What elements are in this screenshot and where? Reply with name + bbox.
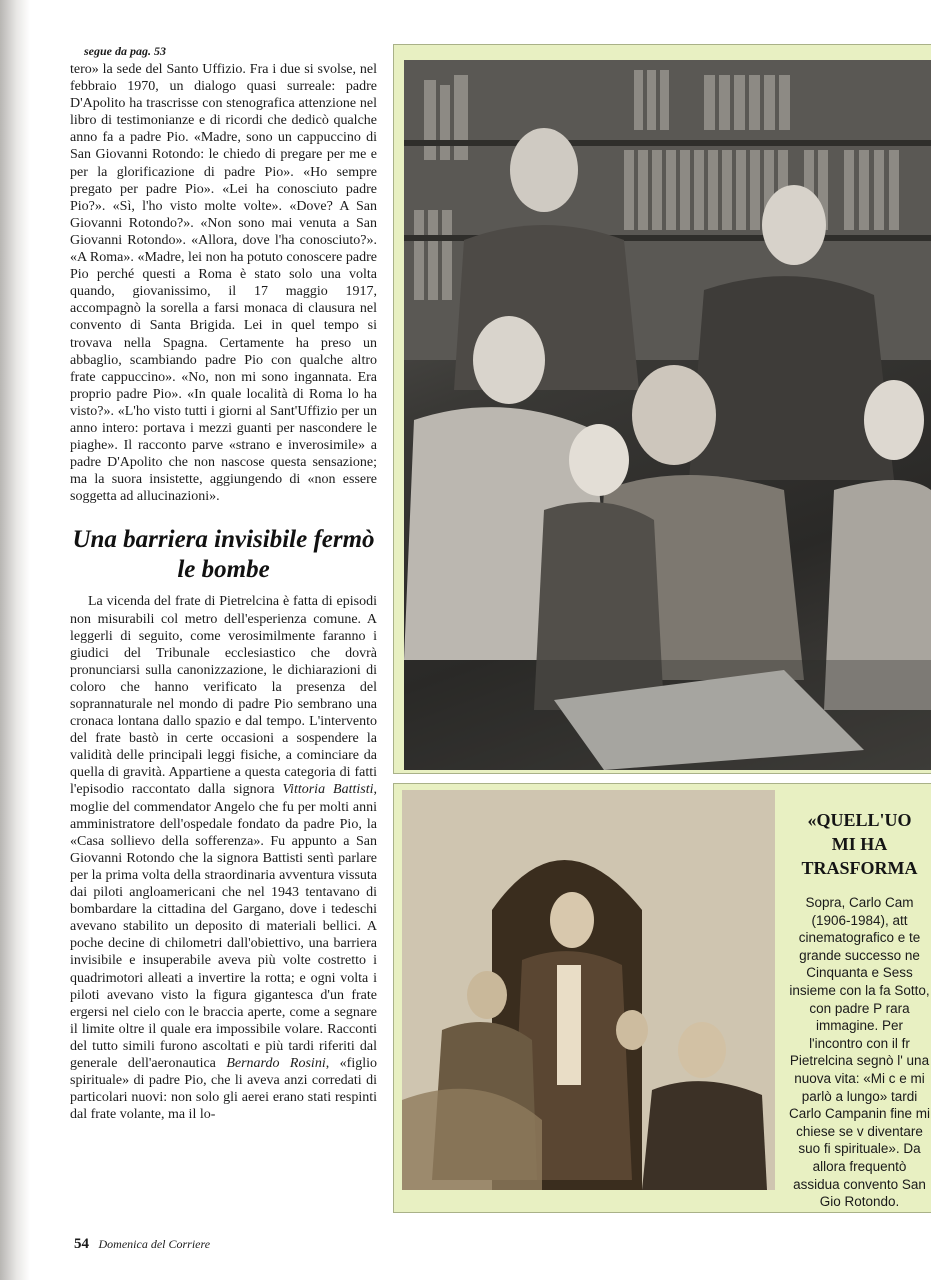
body-part-3: , «figlio spirituale» di padre Pio, che li aveva anzi corredati di particolari nuovi: non solo gli aerei erano stati respinti dal frate volante, ma il lo- — [70, 1055, 377, 1123]
article-intro: tero» la sede del Santo Uffizio. Fra i due si svolse, nel febbraio 1970, un dialogo quasi surreale: padre D'Apolito ha trascrisse con stenografica attenzione nel libro di testimonianze e di ricordi che dedicò qualche anno fa a padre Pio. «Madre, sono un cappuccino di San Giovanni Rotondo: le chiedo di pregare per me e per la glorificazione di padre Pio». «Ho sempre pregato per padre Pio». «Lei ha conosciuto padre Pio?». «Sì, l'ho visto molte volte». «Dove? A San Giovanni Rotondo?». «Non sono mai venuta a San Giovanni Rotondo». «Allora, dove l'ha conosciuto?». «A Roma». «Madre, lei non ha potuto conoscere padre Pio perché questi a Roma è stato solo una volta quando, giovanissimo, il 17 maggio 1917, accompagnò la sorella a farsi monaca di clausura nel convento di Santa Brigida. Lei in quel tempo si trovava nella Spagna. Certamente ha preso un abbaglio, scambiando padre Pio con qualche altro frate cappuccino». «No, non mi sono ingannata. Era proprio padre Pio». «In quale località di Roma lo ha visto?». «L'ho visto tutti i giorni al Sant'Uffizio per un anno intero: portava i mezzi guanti per nascondere le piaghe». Il racconto parve «strano e inverosimile» a padre D'Apolito che non nascose questa sensazione; ma la suora insistette, aggiungendo di «non essere soggetta ad allucinazioni». — [70, 62, 377, 505]
padre-pio-photo — [402, 790, 775, 1190]
article-body — [70, 593, 377, 1123]
sidebar-box — [788, 808, 931, 1208]
page-number: 54 — [74, 1236, 89, 1252]
article-headline: Una barriera invisibile fermò le bombe — [72, 526, 375, 584]
sidebar-title-line-3: TRASFORMA — [801, 858, 918, 878]
padre-pio-photo-illustration — [402, 790, 775, 1190]
page-gutter-shadow — [0, 0, 30, 1280]
continued-from-label: segue da pag. 53 — [84, 44, 166, 58]
publication-name: Domenica del Corriere — [98, 1237, 211, 1251]
article-column — [70, 44, 377, 1123]
family-photo — [404, 60, 931, 770]
body-part-2: , moglie del commendator Angelo che fu per molti anni amministratore dell'ospedale fondato da padre Pio, la «Casa sollievo della sofferenza». Fu appunto a San Giovanni Rotondo che la signora Battisti sentì parlare per la prima volta della straordinaria avventura vissuta dai piloti angloamericani che nel 1943 tentavano di bombardare la cittadina del Gargano, dove i tedeschi avevano stabilito un deposito di materiali bellici. A poche decine di chilometri dall'obiettivo, una barriera invisibile e insuperabile aveva più volte costretto i quadrimotori alleati a invertire la rotta; e ogni volta i piloti avevano visto la figura gigantesca d'un frate ergersi nel cielo con le braccia aperte, come a segnare il limite oltre il quale era impossibile volare. Racconti del tutto simili furono ascoltati e più tardi riferiti dal generale dell'aeronautica — [70, 782, 378, 1071]
person-name-bernardo: Bernardo Rosini — [226, 1055, 326, 1071]
person-name-vittoria: Vittoria Battisti — [282, 782, 374, 798]
sidebar-caption: Sopra, Carlo Cam (1906-1984), att cinematografico e te grande successo ne Cinquanta e Sess insieme con la fa Sotto, con padre P rara immagine. Per l'incontro con il fr Pietrelcina segnò l' una nuova vita: «Mi c e mi parlò a lungo» tardi Carlo Campanin fine mi chiese se v diventare suo fi spirituale». Da allora frequentò assidua convento San Gio Rotondo. — [788, 895, 931, 1210]
body-part-1: La vicenda del frate di Pietrelcina è fatta di episodi non misurabili col metro dell'esperienza comune. A leggerli di seguito, come verosimilmente faranno i giudici del Tribunale ecclesiastico che dovrà pronunciarsi sulla canonizzazione, le dichiarazioni di coloro che hanno verificato la presenza del soprannaturale nel mondo di padre Pio sembrano una cronaca lontana dallo spazio e dal tempo. L'intervento del frate bastò in certe occasioni a sospendere la validità delle principali leggi fisiche, a cominciare da quella di gravità. Appartiene a questa categoria di fatti l'episodio raccontato dalla signora — [70, 594, 377, 798]
sidebar-title-line-2: MI HA — [831, 834, 888, 854]
family-photo-illustration — [404, 60, 931, 770]
sidebar-title-line-1: «QUELL'UO — [807, 810, 912, 830]
page-footer — [74, 1236, 210, 1253]
